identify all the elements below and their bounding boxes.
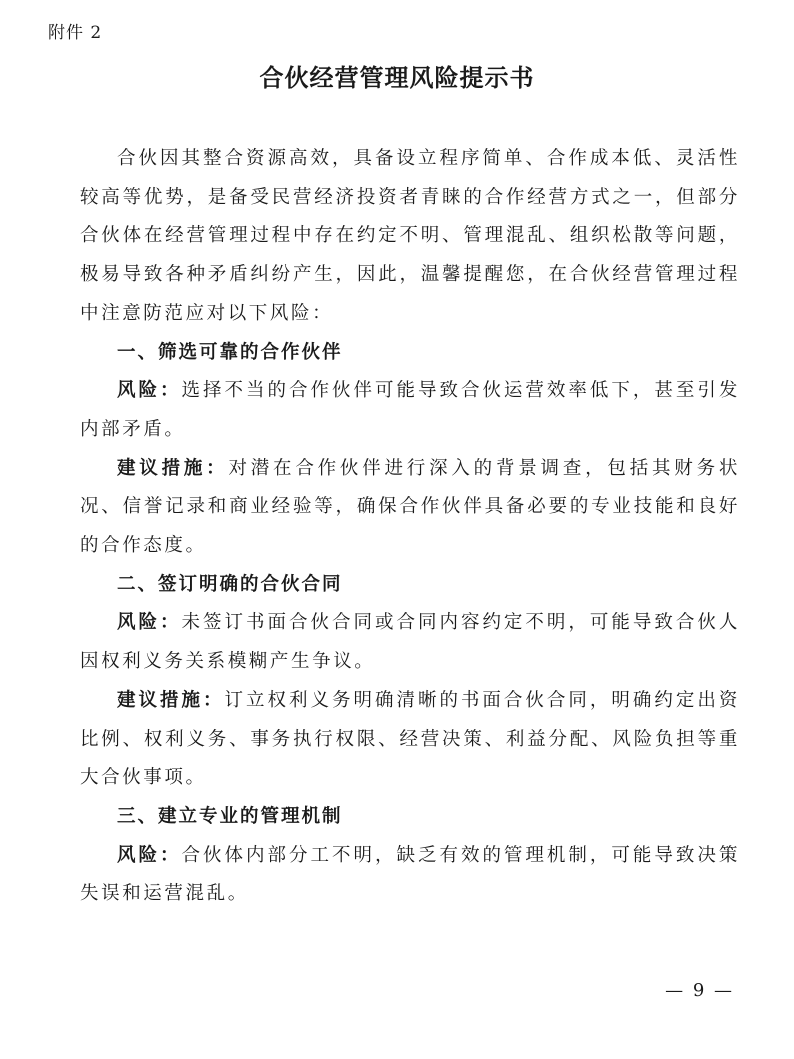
- section-1-advice: [80, 450, 740, 566]
- section-2-risk: [80, 604, 740, 681]
- risk-text: 未签订书面合伙合同或合同内容约定不明，可能导致合伙人因权利义务关系模糊产生争议。: [80, 612, 740, 673]
- section-1-heading: 一、筛选可靠的合作伙伴: [117, 341, 343, 363]
- document-title: 合伙经营管理风险提示书: [259, 63, 535, 92]
- risk-label: 风险：: [117, 612, 182, 634]
- page-number: — 9 —: [665, 980, 734, 1001]
- section-3-heading: 三、建立专业的管理机制: [117, 805, 343, 827]
- attachment-label: 附件 2: [48, 23, 103, 43]
- section-3-risk: [80, 837, 740, 914]
- section-2-advice: [80, 682, 740, 798]
- section-2-heading: 二、签订明确的合伙合同: [117, 573, 343, 595]
- risk-text: 合伙体内部分工不明，缺乏有效的管理机制，可能导致决策失误和运营混乱。: [80, 844, 740, 905]
- advice-label: 建议措施：: [117, 457, 229, 479]
- advice-label: 建议措施：: [117, 689, 225, 711]
- risk-label: 风险：: [117, 844, 182, 866]
- intro-paragraph: 合伙因其整合资源高效，具备设立程序简单、合作成本低、灵活性较高等优势，是备受民营经济投资者青睐的合作经营方式之一，但部分合伙体在经营管理过程中存在约定不明、管理混乱、组织松散等问题，极易导致各种矛盾纠纷产生，因此，温馨提醒您，在合伙经营管理过程中注意防范应对以下风险：: [80, 148, 740, 324]
- advice-text: 对潜在合作伙伴进行深入的背景调查，包括其财务状况、信誉记录和商业经验等，确保合作伙伴具备必要的专业技能和良好的合作态度。: [80, 457, 740, 557]
- document-body: [80, 140, 740, 914]
- advice-text: 订立权利义务明确清晰的书面合伙合同，明确约定出资比例、权利义务、事务执行权限、经营决策、利益分配、风险负担等重大合伙事项。: [80, 689, 740, 789]
- risk-label: 风险：: [117, 380, 182, 402]
- risk-text: 选择不当的合作伙伴可能导致合伙运营效率低下，甚至引发内部矛盾。: [80, 380, 740, 440]
- section-1-risk: [80, 372, 740, 449]
